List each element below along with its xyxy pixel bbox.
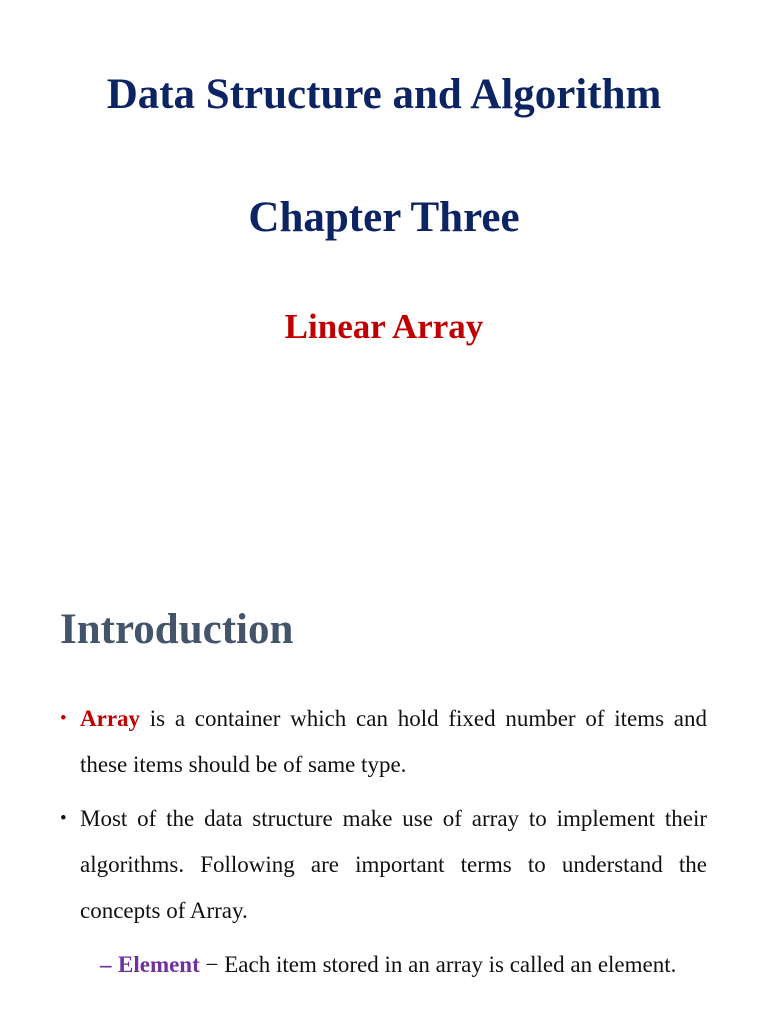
bullet-text: Most of the data structure make use of array to implement their algorithms. Following are important terms to understand the concepts of Array. xyxy=(80,806,707,923)
bullet-marker: • xyxy=(60,808,67,829)
term-element: Element xyxy=(118,952,200,977)
bullet-body: is a container which can hold fixed number of items and these items should be of same type. xyxy=(80,706,707,777)
slide-heading: Introduction xyxy=(60,606,294,653)
bullet-marker: • xyxy=(60,708,67,729)
sub-bullet-body: − Each item stored in an array is called an element. xyxy=(199,952,677,977)
main-title: Data Structure and Algorithm xyxy=(106,71,662,118)
sub-bullet-text xyxy=(118,942,707,988)
sub-bullet-marker: – xyxy=(100,952,112,977)
sub-bullet-item xyxy=(100,942,707,988)
bullet-item xyxy=(60,696,707,788)
chapter-title: Chapter Three xyxy=(248,194,520,241)
term-array: Array xyxy=(80,706,141,731)
introduction-slide xyxy=(0,580,768,1024)
bullet-item xyxy=(60,796,707,934)
sub-title: Linear Array xyxy=(284,307,484,346)
bullet-text xyxy=(80,696,707,788)
